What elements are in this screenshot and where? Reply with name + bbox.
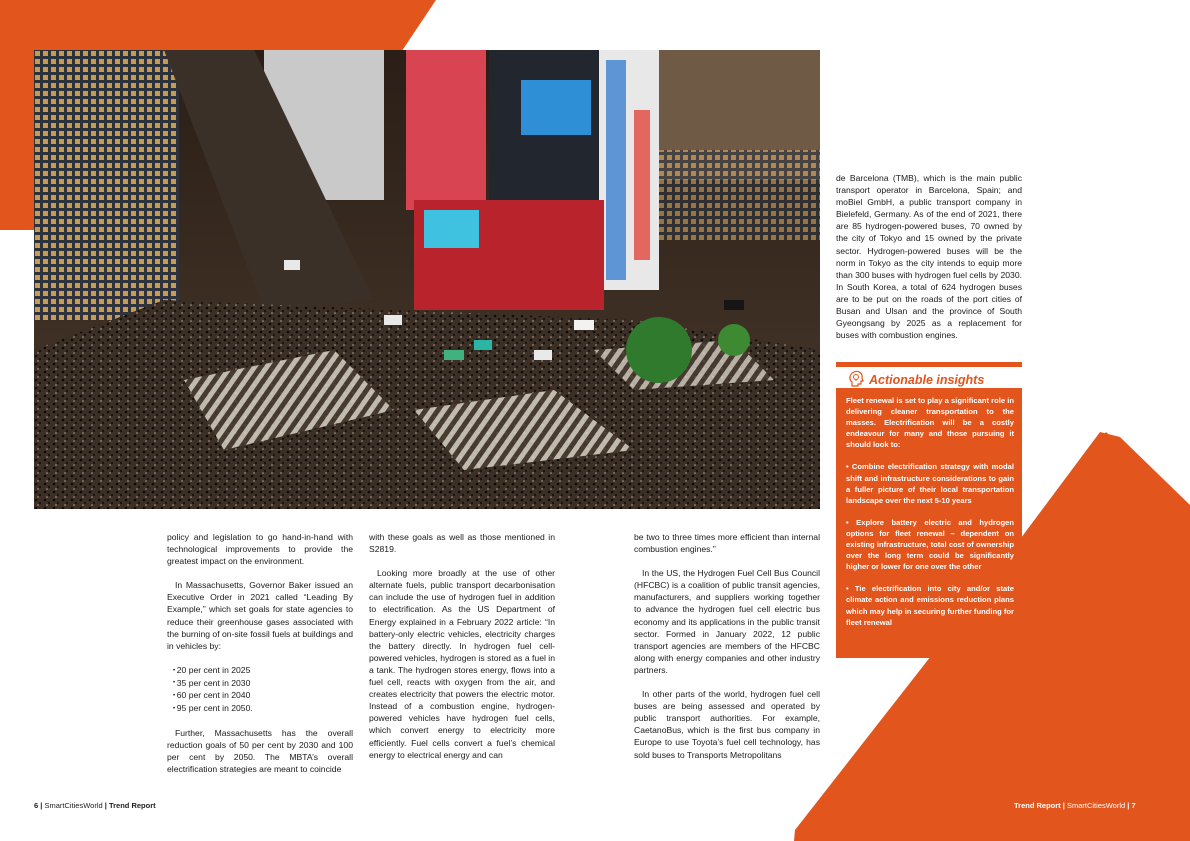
footer-right: Trend Report | SmartCitiesWorld | 7 (1014, 801, 1136, 810)
col2-paragraph: with these goals as well as those mentioned in S2819. (369, 532, 555, 555)
col3-paragraph: be two to three times more efficient than internal combustion engines.” (634, 532, 820, 555)
insights-title: Actionable insights (869, 373, 985, 387)
text-column-2 (369, 531, 555, 773)
insights-item: • Combine electrification strategy with modal shift and infrastructure considerations to gain a fuller picture of their local transportation landscape over the next 5-10 years (846, 462, 1014, 505)
footer-left: 6 | SmartCitiesWorld | Trend Report (34, 801, 156, 810)
insights-body (846, 395, 1014, 639)
insights-item: • Explore battery electric and hydrogen options for fleet renewal – dependent on existing infrastructure, total cost of ownership over the long term could be significantly higher or lower for one over the other (846, 517, 1014, 572)
footer-brand: SmartCitiesWorld (44, 801, 103, 810)
page-number: 6 (34, 801, 39, 810)
text-column-1 (167, 531, 353, 787)
col1-paragraph: In Massachusetts, Governor Baker issued an Executive Order in 2021 called “Leading By Example,” which set goals for state agencies to reduce their greenhouse gases associated with the burning of on-site fossil fuels at buildings and in vehicles by: (167, 580, 353, 651)
reduction-goals-list (173, 664, 353, 715)
list-item: • 35 per cent in 2030 (173, 677, 353, 690)
city-crossing-illustration (34, 50, 820, 509)
col1-paragraph: policy and legislation to go hand-in-hand with technological improvements to provide the greatest impact on the environment. (167, 532, 353, 567)
insights-intro: Fleet renewal is set to play a significant role in delivering cleaner transportation to the masses. Electrification will be a costly endeavour for many and those pursuing it should look to: (846, 396, 1014, 450)
footer-brand: SmartCitiesWorld (1066, 801, 1126, 810)
list-item: • 20 per cent in 2025 (173, 664, 353, 677)
col3-paragraph: In other parts of the world, hydrogen fuel cell buses are being assessed and operated by public transport authorities. For example, CaetanoBus, which is the first bus company in Europe to use Toyota’s fuel cell technology, has sold buses to Transports Metropolitans (634, 689, 820, 760)
col4-paragraph: de Barcelona (TMB), which is the main public transport operator in Barcelona, Spain; and moBiel GmbH, a public transport company in Bielefeld, Germany. As of the end of 2021, there are 85 hydrogen-powered buses, 70 owned by the city of Tokyo and 15 owned by the private sector. Hydrogen-powered buses will be the norm in Tokyo as the city intends to equip more than 300 buses with hydrogen fuel cells by 2030. In South Korea, a total of 624 hydrogen buses are to be put on the roads of the port cities of Busan and Ulsan and the province of South Gyeongsang by 2025 as a replacement for buses with combustion engines. (836, 173, 1022, 341)
col2-paragraph: Looking more broadly at the use of other alternate fuels, public transport decarbonisation can include the use of hydrogen fuel in addition to electrification. As the US Department of Energy explained in a February 2022 article: “In battery-only electric vehicles, electricity charges the battery directly. In hydrogen fuel cell-powered vehicles, hydrogen is stored as a fuel in a tank. The hydrogen stores energy, flows into a fuel cell, reacts with oxygen from the air, and creates electricity that powers the electric motor. Instead of a combustion engine, hydrogen-powered vehicles have hydrogen fuel cells, which convert energy to electricity more efficiently. Fuel cells convert a fuel’s chemical energy to electrical energy and can (369, 568, 555, 760)
footer-report: Trend Report (1014, 801, 1061, 810)
city-crossing-photo (34, 50, 820, 509)
list-item: • 60 per cent in 2040 (173, 689, 353, 702)
col1-paragraph: Further, Massachusetts has the overall reduction goals of 50 per cent by 2030 and 100 per cent by 2050. The MBTA’s overall electrification strategies are meant to coincide (167, 727, 353, 775)
col3-paragraph: In the US, the Hydrogen Fuel Cell Bus Council (HFCBC) is a coalition of public transit agencies, manufacturers, and suppliers working together to advance the hydrogen fuel cell electric bus economy and its applications in the public transit sector. Formed in January 2022, 12 public transport agencies are members of the HFCBC along with energy companies and other industry partners. (634, 568, 820, 675)
insights-item: • Tie electrification into city and/or state climate action and emissions reduction plans which may help in securing further funding for fleet renewal (846, 584, 1014, 627)
lightbulb-head-icon (848, 370, 866, 388)
actionable-insights-header (836, 362, 1022, 388)
text-column-3 (634, 531, 820, 773)
footer-report: Trend Report (108, 801, 156, 810)
text-column-4 (836, 172, 1022, 353)
page-number: 7 (1131, 801, 1136, 810)
list-item: • 95 per cent in 2050. (173, 702, 353, 715)
